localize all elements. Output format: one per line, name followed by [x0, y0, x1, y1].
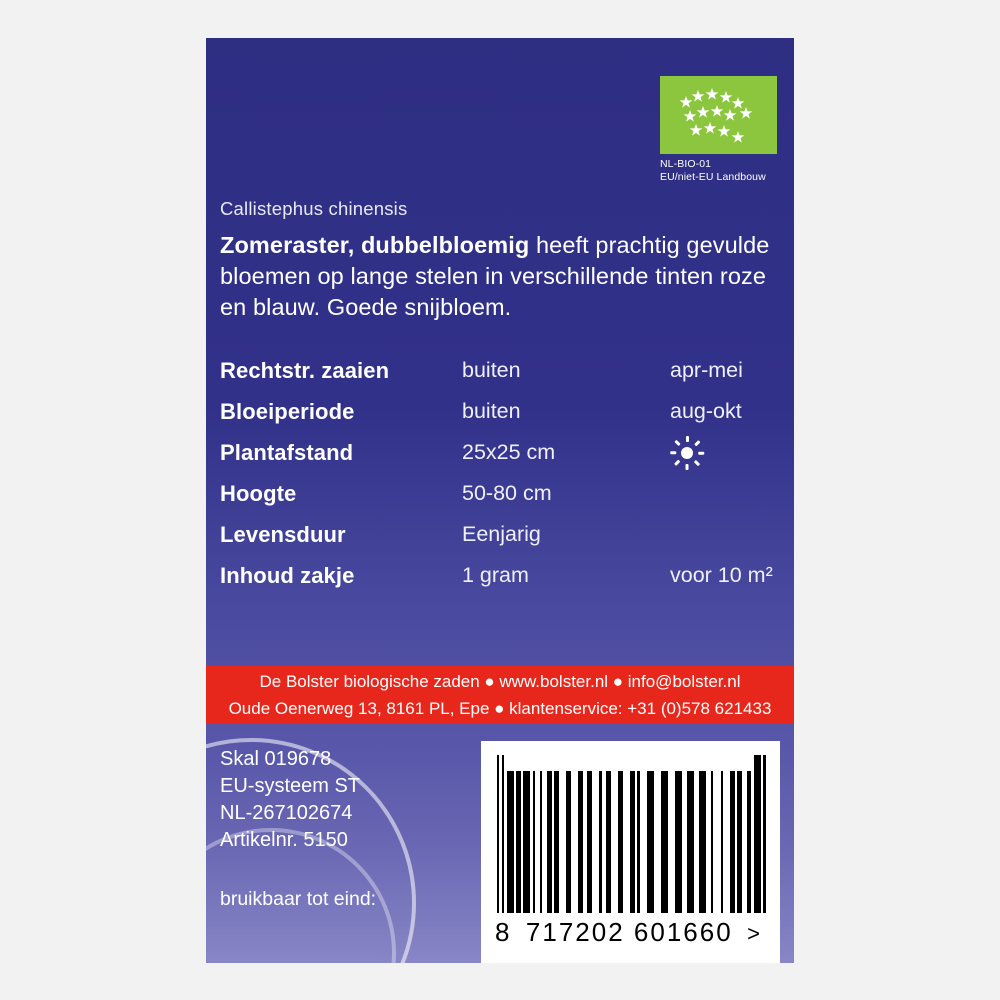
barcode-check-digit: 8 [495, 917, 512, 947]
table-row [220, 358, 782, 399]
barcode-main-digits: 717202 601660 [525, 917, 733, 947]
latin-name: Callistephus chinensis [220, 198, 408, 219]
barcode [481, 741, 780, 963]
table-row [220, 481, 782, 522]
eu-organic-logo [660, 76, 782, 183]
row-value: buiten [462, 399, 521, 423]
barcode-arrow: > [747, 921, 762, 946]
contact-line-1: De Bolster biologische zaden ● www.bolster.nl ● info@bolster.nl [259, 672, 741, 691]
row-label: Plantafstand [220, 440, 354, 465]
row-extra: voor 10 m² [670, 563, 773, 587]
seed-packet-back [206, 38, 794, 963]
eu-code-line-2: EU/niet-EU Landbouw [660, 170, 766, 183]
eu-organic-leaf-icon [660, 76, 777, 154]
row-value: 1 gram [462, 563, 529, 587]
table-row [220, 399, 782, 440]
eu-system: EU-systeem ST [220, 775, 361, 797]
table-row [220, 522, 782, 563]
description-variety-name: Zomeraster, dubbelbloemig [220, 232, 530, 258]
contact-band [206, 666, 794, 724]
skal-number: Skal 019678 [220, 748, 332, 770]
nl-number: NL-267102674 [220, 802, 353, 824]
row-value: 50-80 cm [462, 481, 552, 505]
growing-info-table [220, 358, 782, 604]
description-text [220, 230, 782, 323]
table-row [220, 440, 782, 481]
row-label: Hoogte [220, 481, 297, 506]
eu-organic-code [660, 158, 782, 183]
row-value: Eenjarig [462, 522, 541, 546]
expiry-label: bruikbaar tot eind: [220, 888, 377, 910]
row-value: buiten [462, 358, 521, 382]
row-extra [670, 440, 782, 480]
description-body: heeft prachtig gevulde bloemen op lange stelen in verschillende tinten roze en blauw. Goede snijbloem. [220, 232, 770, 320]
contact-line-2: Oude Oenerweg 13, 8161 PL, Epe ● klantenservice: +31 (0)578 621433 [228, 699, 772, 718]
barcode-digits [493, 913, 768, 948]
sun-icon [670, 436, 704, 470]
row-label: Levensduur [220, 522, 346, 547]
table-row [220, 563, 782, 604]
row-extra: aug-okt [670, 399, 742, 423]
row-label: Bloeiperiode [220, 399, 355, 424]
eu-code-line-1: NL-BIO-01 [660, 158, 712, 170]
row-value: 25x25 cm [462, 440, 556, 464]
article-number: Artikelnr. 5150 [220, 829, 348, 851]
certification-codes [220, 746, 360, 854]
barcode-bars [497, 755, 768, 913]
row-label: Rechtstr. zaaien [220, 358, 390, 383]
row-label: Inhoud zakje [220, 563, 355, 588]
row-extra: apr-mei [670, 358, 743, 382]
